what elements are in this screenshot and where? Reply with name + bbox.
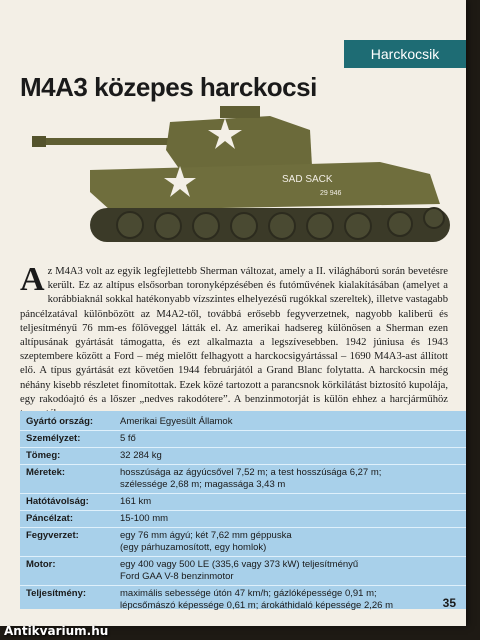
spec-row bbox=[20, 528, 466, 557]
spec-label: Teljesítmény: bbox=[26, 588, 87, 599]
spec-row bbox=[20, 414, 466, 431]
page-title: M4A3 közepes harckocsi bbox=[20, 72, 317, 102]
spec-value: hosszúsága az ágyúcsővel 7,52 m; a test hosszúsága 6,27 m; szélessége 2,68 m; magassága 3,43 m bbox=[120, 467, 382, 490]
spec-row bbox=[20, 557, 466, 586]
spec-label: Hatótávolság: bbox=[26, 496, 89, 507]
spec-value: 161 km bbox=[120, 496, 152, 507]
spec-value: egy 76 mm ágyú; két 7,62 mm géppuska (egy párhuzamosított, egy homlok) bbox=[120, 530, 292, 553]
spec-value: Amerikai Egyesült Államok bbox=[120, 416, 233, 427]
spec-label: Motor: bbox=[26, 559, 56, 570]
spec-label: Személyzet: bbox=[26, 433, 81, 444]
dropcap: A bbox=[20, 261, 45, 298]
tank-illustration bbox=[20, 100, 460, 256]
spec-value: maximális sebessége útón 47 km/h; gázlóképessége 0,91 m; lépcsőmászó képessége 0,61 m; árokáthidaló képessége 2,26 m bbox=[120, 588, 394, 611]
spec-table bbox=[20, 414, 466, 614]
spec-row bbox=[20, 586, 466, 615]
watermark: Antikvarium.hu bbox=[4, 624, 109, 638]
spec-row bbox=[20, 511, 466, 528]
spec-row bbox=[20, 465, 466, 494]
spec-value: 15-100 mm bbox=[120, 513, 169, 524]
spec-value: 5 fő bbox=[120, 433, 136, 444]
page-number: 35 bbox=[442, 596, 456, 610]
tank-markings: SAD SACK bbox=[282, 174, 333, 185]
tank-serial: 29 946 bbox=[320, 190, 342, 197]
spec-label: Páncélzat: bbox=[26, 513, 73, 524]
spec-label: Gyártó ország: bbox=[26, 416, 94, 427]
spec-row bbox=[20, 494, 466, 511]
article-text bbox=[20, 261, 448, 421]
section-tab: Harckocsik bbox=[344, 40, 466, 68]
spec-value: egy 400 vagy 500 LE (335,6 vagy 373 kW) teljesítményű Ford GAA V-8 benzinmotor bbox=[120, 559, 359, 582]
spec-label: Tömeg: bbox=[26, 450, 61, 461]
spec-label: Fegyverzet: bbox=[26, 530, 79, 541]
spec-label: Méretek: bbox=[26, 467, 66, 478]
spec-value: 32 284 kg bbox=[120, 450, 162, 461]
spec-row bbox=[20, 431, 466, 448]
article-body: z M4A3 volt az egyik legfejlettebb Sherman változat, amely a II. világháború során bevetésre került. Ez az altípus elsősorban toronyképzésében és futóművének kialakításában (amelyet a korábbiaknál sokkal hatékonyabb vízszintes elhelyezésű rugókkal szereltek), illetve vastagabb páncélzatával különbözött az M4A2-től, továbbá erősebb fegyverzetnek, nagyobb kaliberű és teljesítményű 76 mm-es főlöveggel látták el. Az amerikai hadsereg különösen a Sherman ezen altípusának gyártását támogatta, és ezt alkalmazta a legszívesebben. 1942 júniusa és 1943 szeptembere között a Ford – még mielőtt felhagyott a harckocsigyártással – 1690 M4A3-ast állított elő. A típus gyártását ezt követően 1944 februárjától a Grand Blanc folytatta. A harckocsin még néhány kisebb részletet finomítottak. Ezek közé tartozott a parancsnok körkilátást biztosító kupolája, egy rakodóajtó és a lőszer „nedves rakodótere”. A benzinmotorját is külön ehhez a harcjárműhöz bbox=[20, 266, 448, 405]
spec-row bbox=[20, 448, 466, 465]
specification-box bbox=[20, 411, 466, 609]
